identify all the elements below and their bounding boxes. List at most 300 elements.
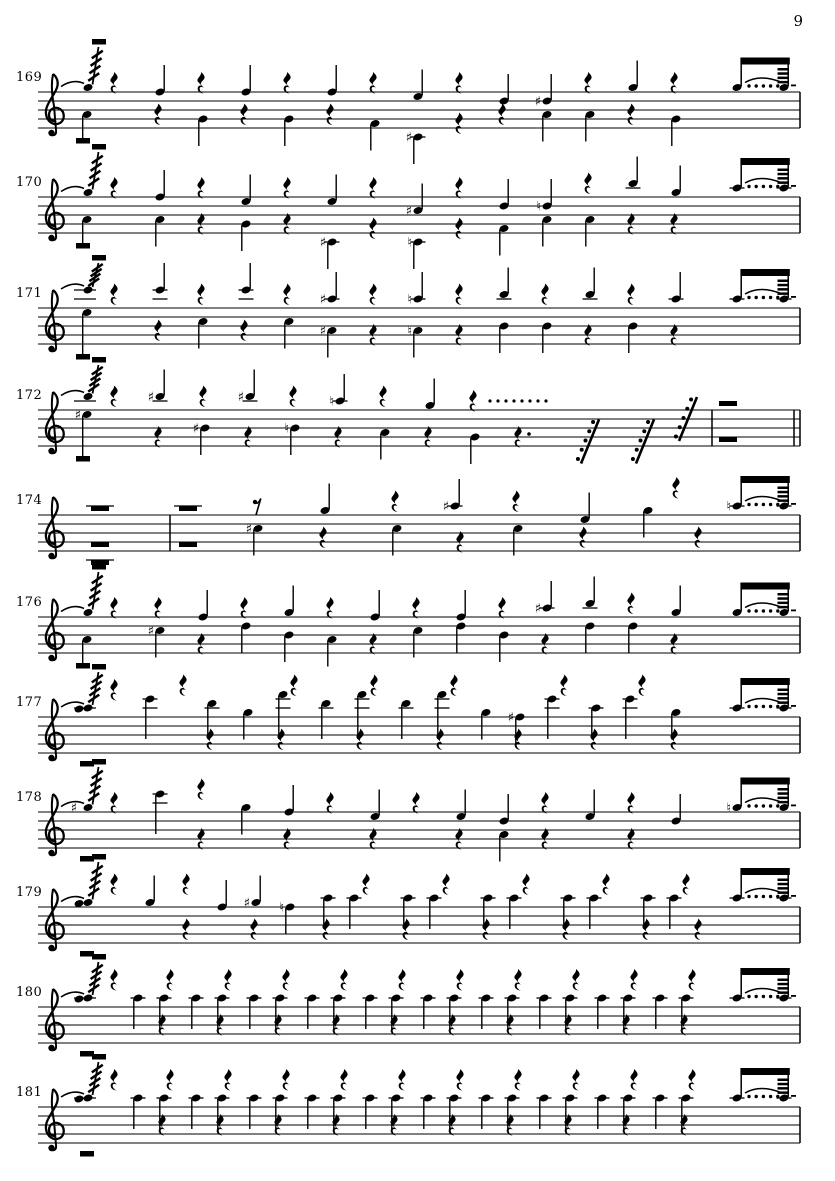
tremolo-dot [755, 995, 758, 998]
tremolo-beam-stub [778, 887, 790, 890]
sharp-accidental: ♯ [405, 204, 412, 219]
tremolo-beam-fragment [76, 456, 90, 462]
tremolo-dot [755, 185, 758, 188]
quarter-rest [110, 177, 117, 199]
natural-accidental: ♮ [407, 235, 412, 251]
tremolo-end [726, 778, 796, 817]
quarter-rest [456, 969, 463, 991]
quarter-rest [379, 386, 386, 408]
quarter-rest [627, 792, 634, 814]
quarter-rest [541, 792, 548, 814]
rasgueado-dot [646, 420, 650, 424]
quarter-rest [694, 527, 701, 549]
continuation-dot [544, 399, 547, 402]
sharp-accidental: ♯ [243, 896, 250, 911]
tremolo-beam-stub [778, 68, 790, 71]
sharp-accidental: ♯ [507, 710, 514, 726]
quarter-rest [391, 491, 398, 513]
quarter-rest [340, 1069, 347, 1091]
rasgueado-dot [674, 434, 678, 438]
tremolo-beam-stub [778, 77, 790, 80]
tremolo-beam-fragment [80, 951, 94, 957]
tremolo-beam-fragment [80, 761, 94, 767]
tremolo-start [61, 954, 118, 1057]
tremolo-beam-fragment [92, 564, 106, 570]
tremolo-dot [762, 705, 765, 708]
tremolo-start [61, 664, 118, 767]
treble-clef-icon [46, 497, 64, 559]
quarter-rest [369, 177, 376, 199]
tremolo-beam-stub [778, 689, 790, 692]
tremolo-dot [755, 705, 758, 708]
treble-clef-icon [46, 74, 64, 136]
sharp-accidental: ♯ [534, 94, 541, 110]
tremolo-beam-fragment [92, 144, 106, 150]
quarter-rest [498, 597, 505, 619]
tremolo-dot [747, 609, 750, 612]
measure-number: 178 [16, 790, 43, 805]
tremolo-beam-stub [778, 788, 790, 791]
quarter-rest [154, 104, 161, 126]
quarter-rest [110, 1069, 117, 1091]
quarter-rest [110, 679, 117, 701]
notehead [74, 994, 85, 1003]
quarter-rest [110, 72, 117, 94]
quarter-rest [326, 104, 333, 126]
quarter-rest [398, 1069, 405, 1091]
tie-tick [791, 995, 796, 997]
tremolo-beam-fragment [80, 856, 94, 862]
quarter-rest [182, 874, 189, 896]
quarter-rest [514, 1069, 521, 1091]
quarter-rest [512, 491, 519, 513]
tremolo-beam [740, 1068, 789, 1075]
slur [745, 889, 782, 894]
sharp-accidental: ♯ [147, 390, 154, 405]
sharp-accidental: ♯ [237, 390, 244, 405]
system-169 [38, 39, 800, 164]
tremolo-beam-fragment [92, 664, 106, 670]
tremolo-dot [762, 995, 765, 998]
quarter-rest [412, 597, 419, 619]
tremolo-start [61, 854, 118, 957]
tie-tick [791, 895, 796, 897]
tremolo-start [61, 759, 118, 862]
tremolo-end [730, 868, 797, 903]
quarter-rest [688, 969, 695, 991]
tremolo-beam [740, 158, 789, 165]
tremolo-end [730, 158, 797, 193]
augmentation-dot [527, 432, 531, 436]
quarter-rest [166, 969, 173, 991]
tremolo-dot [755, 609, 758, 612]
slur [745, 603, 782, 608]
quarter-rest [579, 527, 586, 549]
treble-clef-icon [46, 1089, 64, 1151]
whole-rest [179, 506, 197, 511]
quarter-rest [197, 284, 204, 306]
treble-clef-icon [46, 699, 64, 761]
quarter-rest [455, 218, 462, 240]
tremolo-end [726, 476, 796, 515]
tremolo-beam [740, 678, 789, 685]
tremolo-dot [776, 995, 779, 998]
system-177 [38, 664, 800, 767]
tremolo-dot [755, 895, 758, 898]
continuation-dot [520, 399, 523, 402]
quarter-rest [282, 969, 289, 991]
quarter-rest [197, 72, 204, 94]
quarter-rest [166, 1069, 173, 1091]
tremolo-dot [762, 185, 765, 188]
tremolo-end [732, 583, 796, 618]
tremolo-beam-stub [778, 797, 790, 800]
tremolo-beam-fragment [76, 663, 90, 669]
tremolo-dot [769, 1095, 772, 1098]
tie-tick [791, 85, 796, 87]
tremolo-beam-fragment [80, 1051, 94, 1057]
quarter-rest [326, 597, 333, 619]
tremolo-beam-stub [778, 979, 790, 982]
system-171 [38, 255, 800, 360]
quarter-rest [688, 1069, 695, 1091]
tie [61, 284, 84, 289]
quarter-rest [240, 320, 247, 342]
tremolo-dot [747, 995, 750, 998]
rasgueado-dot [642, 429, 646, 433]
quarter-rest [224, 969, 231, 991]
quarter-rest [283, 72, 290, 94]
quarter-rest [602, 874, 609, 896]
quarter-rest [572, 969, 579, 991]
tremolo-dot [755, 804, 758, 807]
tremolo-stem [93, 572, 99, 610]
rasgueado-dot [689, 398, 693, 402]
tremolo-beam [740, 778, 789, 785]
measure-number: 180 [16, 985, 43, 1000]
continuation-dot [496, 399, 499, 402]
tremolo-beam-stub [778, 883, 790, 886]
quarter-rest [584, 173, 591, 195]
system-178 [38, 759, 800, 862]
slur [745, 798, 782, 803]
natural-accidental: ♮ [407, 324, 412, 339]
measure-number: 177 [16, 695, 43, 710]
tremolo-beam-stub [778, 177, 790, 180]
whole-rest [719, 401, 737, 406]
quarter-rest [110, 874, 117, 896]
quarter-rest [369, 218, 376, 240]
tremolo-beam-stub [778, 597, 790, 600]
whole-rest [91, 506, 109, 511]
tremolo-beam [740, 583, 789, 590]
measure-number: 170 [16, 175, 43, 190]
tremolo-beam [740, 58, 789, 65]
system-176 [38, 564, 800, 669]
tremolo-dot [769, 609, 772, 612]
tremolo-end [730, 968, 797, 1003]
system-172 [38, 357, 800, 464]
sharp-accidental: ♯ [405, 130, 412, 146]
slur [745, 78, 782, 83]
tremolo-dot [769, 804, 772, 807]
tremolo-beam-stub [778, 491, 790, 494]
tremolo-dot [762, 609, 765, 612]
system-179 [38, 854, 800, 957]
quarter-rest [398, 969, 405, 991]
tremolo-stem [93, 47, 99, 85]
sharp-accidental: ♯ [442, 499, 449, 515]
tremolo-dot [747, 84, 750, 87]
tremolo-beam-stub [778, 1079, 790, 1082]
tremolo-beam-fragment [92, 357, 106, 363]
tie-tick [791, 1095, 796, 1097]
tremolo-dot [776, 296, 779, 299]
tremolo-beam-stub [778, 487, 790, 490]
tremolo-beam [740, 968, 789, 975]
tremolo-beam-stub [778, 693, 790, 696]
tie-tick [791, 705, 796, 707]
quarter-rest [469, 390, 476, 412]
page-number: 9 [793, 12, 803, 30]
tie [61, 391, 84, 396]
quarter-rest [319, 527, 326, 549]
measure-number: 174 [16, 493, 43, 508]
measure-number: 169 [16, 70, 43, 85]
tremolo-beam-stub [778, 169, 790, 172]
rasgueado-dot [591, 420, 595, 424]
sharp-accidental: ♯ [534, 601, 541, 617]
tremolo-dot [747, 185, 750, 188]
quarter-rest [369, 284, 376, 306]
tremolo-dot [776, 705, 779, 708]
tremolo-dot [776, 503, 779, 506]
tie-tick [791, 610, 796, 612]
slur [745, 1089, 782, 1094]
quarter-rest [240, 597, 247, 619]
sharp-accidental: ♯ [319, 235, 326, 251]
tremolo-dot [762, 1095, 765, 1098]
tremolo-beam-fragment [76, 354, 90, 360]
tremolo-dot [747, 1095, 750, 1098]
treble-clef-icon [46, 290, 64, 352]
quarter-rest [670, 72, 677, 94]
tremolo-dot [769, 84, 772, 87]
tremolo-beam-fragment [92, 854, 106, 860]
tremolo-beam-stub [778, 280, 790, 283]
quarter-rest [282, 1069, 289, 1091]
tremolo-beam-stub [778, 987, 790, 990]
tie [61, 82, 84, 87]
tremolo-beam-stub [778, 697, 790, 700]
tremolo-dot [755, 1095, 758, 1098]
tremolo-beam-stub [778, 593, 790, 596]
sharp-accidental: ♯ [319, 292, 326, 308]
tremolo-beam-fragment [92, 1054, 106, 1060]
quarter-rest [110, 284, 117, 306]
tremolo-end [730, 678, 797, 713]
quarter-rest [455, 72, 462, 94]
natural-accidental: ♮ [726, 499, 731, 515]
tremolo-dot [747, 705, 750, 708]
quarter-rest [627, 104, 634, 126]
tremolo-dot [755, 503, 758, 506]
whole-rest [91, 542, 109, 547]
quarter-rest [541, 284, 548, 306]
tremolo-dot [762, 296, 765, 299]
tremolo-dot [769, 185, 772, 188]
quarter-rest [630, 1069, 637, 1091]
tremolo-dot [776, 804, 779, 807]
whole-rest [179, 542, 197, 547]
quarter-rest [514, 969, 521, 991]
tie-tick [791, 503, 796, 505]
tie [61, 187, 84, 192]
quarter-rest [110, 386, 117, 408]
whole-rest [719, 437, 737, 442]
tremolo-beam-fragment [92, 39, 106, 45]
sharp-accidental: ♯ [319, 324, 326, 339]
rasgueado-dot [580, 448, 584, 452]
quarter-rest [199, 386, 206, 408]
rasgueado-dot [584, 439, 588, 443]
tremolo-beam-stub [778, 495, 790, 498]
tremolo-beam-fragment [92, 255, 106, 261]
tie-tick [791, 805, 796, 807]
natural-accidental: ♮ [536, 199, 541, 215]
notehead [74, 704, 85, 713]
rasgueado-slash [581, 420, 599, 464]
tremolo-beam-stub [778, 1083, 790, 1086]
system-174 [38, 476, 800, 565]
tremolo-end [732, 58, 796, 93]
tremolo-dot [755, 84, 758, 87]
tremolo-beam-stub [778, 602, 790, 605]
treble-clef-icon [46, 179, 64, 241]
quarter-rest [455, 113, 462, 135]
quarter-rest [179, 675, 186, 697]
slur [745, 989, 782, 994]
tie [61, 607, 84, 612]
tremolo-dot [769, 895, 772, 898]
tremolo-dot [762, 84, 765, 87]
tremolo-dot [776, 609, 779, 612]
quarter-rest [627, 593, 634, 615]
measure-number: 176 [16, 595, 43, 610]
measure-number: 171 [16, 286, 43, 301]
quarter-rest [154, 320, 161, 342]
slur [745, 290, 782, 295]
tremolo-dot [747, 895, 750, 898]
quarter-rest [154, 597, 161, 619]
rasgueado-dot [576, 457, 580, 461]
treble-clef-icon [46, 989, 64, 1051]
tremolo-end [730, 269, 797, 304]
sharp-accidental: ♯ [74, 408, 81, 423]
quarter-rest [682, 874, 689, 896]
quarter-rest [572, 1069, 579, 1091]
tremolo-start [61, 1054, 118, 1157]
slur [745, 179, 782, 184]
measure-number: 181 [16, 1085, 43, 1100]
continuation-dot [488, 399, 491, 402]
tremolo-beam-stub [778, 173, 790, 176]
tremolo-beam [740, 476, 789, 483]
rasgueado-dot [678, 425, 682, 429]
quarter-rest [240, 104, 247, 126]
tremolo-dot [769, 705, 772, 708]
tremolo-dot [776, 1095, 779, 1098]
tremolo-dot [769, 296, 772, 299]
sharp-accidental: ♯ [147, 624, 154, 639]
continuation-dot [528, 399, 531, 402]
treble-clef-icon [46, 889, 64, 951]
quarter-rest [110, 969, 117, 991]
tremolo-dot [776, 895, 779, 898]
natural-accidental: ♮ [329, 394, 334, 410]
quarter-rest [250, 919, 257, 941]
tremolo-beam-fragment [80, 1151, 94, 1157]
quarter-rest [560, 675, 567, 697]
tremolo-dot [755, 296, 758, 299]
quarter-rest [638, 675, 645, 697]
quarter-rest [370, 675, 377, 697]
tremolo-dot [769, 995, 772, 998]
natural-accidental: ♮ [284, 421, 289, 437]
continuation-dot [536, 399, 539, 402]
quarter-rest [197, 779, 204, 801]
quarter-rest [694, 919, 701, 941]
quarter-rest [584, 72, 591, 94]
tremolo-dot [776, 84, 779, 87]
tremolo-dot [747, 804, 750, 807]
tremolo-beam-stub [778, 879, 790, 882]
rasgueado-dot [639, 439, 643, 443]
quarter-rest [326, 792, 333, 814]
rasgueado-run [631, 420, 654, 464]
continuation-dot [512, 399, 515, 402]
tremolo-dot [762, 895, 765, 898]
tremolo-beam [740, 269, 789, 276]
tremolo-dot [769, 503, 772, 506]
tremolo-beam-fragment [76, 138, 90, 144]
tremolo-dot [762, 804, 765, 807]
rasgueado-dot [587, 429, 591, 433]
tremolo-beam-fragment [92, 759, 106, 765]
tremolo-dot [776, 185, 779, 188]
tie-tick [791, 296, 796, 298]
tremolo-stem [93, 152, 99, 190]
tremolo-beam-stub [778, 1087, 790, 1090]
quarter-rest [412, 792, 419, 814]
system-181 [38, 1054, 800, 1157]
tremolo-beam-stub [778, 983, 790, 986]
quarter-rest [672, 477, 679, 499]
system-180 [38, 954, 800, 1057]
quarter-rest [289, 386, 296, 408]
quarter-rest [498, 104, 505, 126]
rasgueado-run [576, 420, 599, 464]
tremolo-beam-stub [778, 284, 790, 287]
system-170 [38, 144, 800, 269]
quarter-rest [522, 874, 529, 896]
quarter-rest [369, 72, 376, 94]
quarter-rest [630, 969, 637, 991]
rasgueado-dot [685, 407, 689, 411]
quarter-rest [283, 284, 290, 306]
quarter-rest [110, 597, 117, 619]
quarter-rest [340, 969, 347, 991]
